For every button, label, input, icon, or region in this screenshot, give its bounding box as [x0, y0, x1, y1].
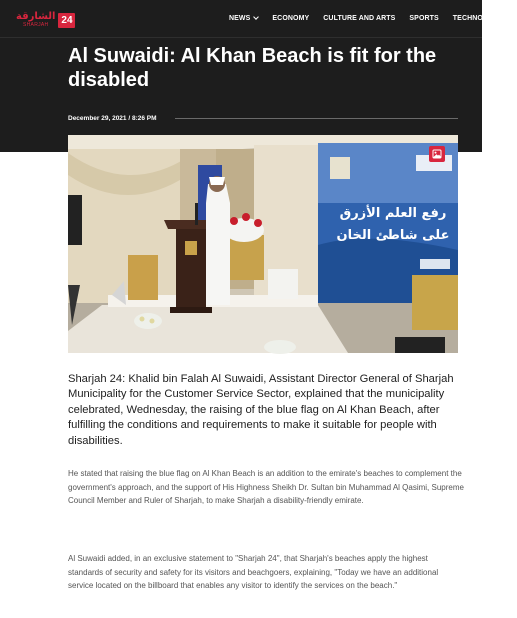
nav-item-news[interactable] [229, 15, 258, 22]
gallery-icon [432, 149, 442, 159]
article-datetime [68, 115, 157, 122]
article-meta [68, 115, 458, 122]
event-scene-image [68, 135, 458, 353]
article-date: December 29, 2021 [68, 115, 127, 122]
logo-english-text: SHARJAH [23, 22, 49, 28]
chevron-down-icon [254, 14, 260, 20]
main-nav [229, 15, 517, 22]
nav-item-culture-and-arts[interactable]: CULTURE AND ARTS [323, 15, 396, 22]
sharjah24-logo[interactable] [16, 10, 75, 30]
article-time: 8:26 PM [131, 115, 157, 122]
nav-item-sports[interactable]: SPORTS [409, 15, 439, 22]
nav-item-technology[interactable]: TECHNOLOGY [452, 15, 504, 22]
logo-wordmark [16, 12, 55, 28]
banner-arabic-line2: على شاطئ الخان [336, 228, 450, 243]
article-photo[interactable] [68, 135, 458, 353]
banner-arabic-line1: رفع العلم الأزرق [339, 206, 447, 221]
article-title: Al Suwaidi: Al Khan Beach is fit for the disabled [68, 45, 437, 91]
meta-divider [175, 118, 458, 119]
article-paragraph: He stated that raising the blue flag on Al Khan Beach is an addition to the emirate's beaches to complement the government's approach, and the support of His Highness Sheikh Dr. Sultan bin Muhammad Al Qasimi, Supreme Council Member and Ruler of Sharjah, to make Sharjah a disability-friendly emirate. [68, 469, 464, 506]
gallery-button[interactable] [429, 146, 445, 162]
meta-separator: / [128, 115, 131, 122]
top-bar [0, 0, 504, 38]
article-paragraph: Al Suwaidi added, in an exclusive statement to "Sharjah 24", that Sharjah's beaches apply the highest standards of security and safety for its visitors and beachgoers, explaining, "Today we have an additional service located on the billboard that enables any visitor to identify the services on the beach." [68, 554, 439, 591]
nav-item-label: NEWS [229, 15, 251, 22]
nav-item-economy[interactable]: ECONOMY [272, 15, 310, 22]
logo-number: 24 [58, 13, 75, 28]
article-lead: Sharjah 24: Khalid bin Falah Al Suwaidi, Assistant Director General of Sharjah Municipality for the Customer Service Sector, explained that the municipality celebrated, Wednesday, the raising of the blue flag on Al Khan Beach, after fulfilling the conditions and requirements to make it suitable for people with disabilities. [68, 373, 454, 447]
logo-arabic-text: الشارقة [16, 11, 56, 22]
